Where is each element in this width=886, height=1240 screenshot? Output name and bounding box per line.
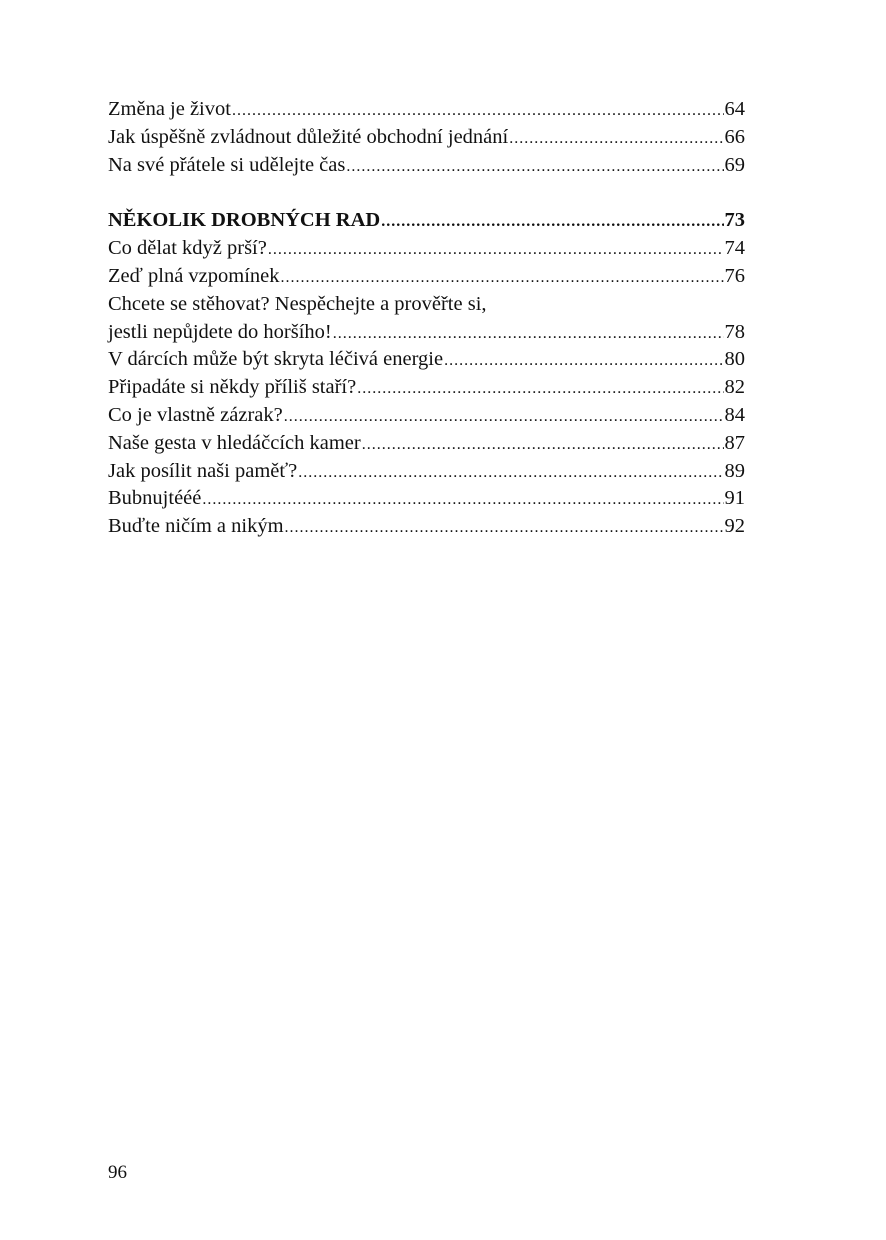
toc-entry-page: 89 [724, 459, 745, 482]
dot-leader [202, 486, 723, 514]
toc-entry [108, 124, 745, 152]
toc-entry-page: 84 [724, 403, 745, 426]
toc-section-page: 73 [724, 209, 745, 232]
dot-leader [298, 459, 723, 487]
toc-entry [108, 430, 745, 458]
toc-entry [108, 263, 745, 291]
toc-entry [108, 346, 745, 374]
dot-leader [381, 208, 723, 236]
toc-entry-page: 87 [724, 431, 745, 454]
toc-entry-title-first-line: Chcete se stěhovat? Nespěchejte a prověřte si, [108, 292, 487, 315]
dot-leader [509, 125, 723, 153]
toc-entry-page: 69 [724, 153, 745, 176]
toc-entry-title: Naše gesta v hledáčcích kamer [108, 431, 361, 454]
toc-entry [108, 96, 745, 124]
toc-entry-page: 76 [724, 264, 745, 287]
toc-entry [108, 152, 745, 180]
toc-entry-page: 74 [724, 237, 745, 260]
toc-entry [108, 402, 745, 430]
toc-entry-title: V dárcích může být skryta léčivá energie [108, 348, 444, 371]
toc-entry-page: 91 [724, 487, 745, 510]
section-gap [108, 179, 745, 207]
dot-leader [232, 97, 724, 125]
toc-entry [108, 319, 745, 347]
toc-entry [108, 485, 745, 513]
toc-entry-title: Buďte ničím a nikým [108, 515, 284, 538]
toc-entry-title: Bubnujtééé [108, 487, 202, 510]
toc-entry-page: 92 [724, 515, 745, 538]
dot-leader [281, 264, 724, 292]
toc-entry [108, 458, 745, 486]
toc-entry-title: Připadáte si někdy příliš staří? [108, 376, 357, 399]
dot-leader [268, 236, 724, 264]
toc-entry [108, 374, 745, 402]
toc-entry-page: 82 [724, 376, 745, 399]
toc-entry-title: Změna je život [108, 98, 231, 120]
toc-entry-page: 66 [724, 125, 745, 148]
toc-entry [108, 513, 745, 541]
dot-leader [362, 431, 724, 459]
toc-entry-title: Co dělat když prší? [108, 237, 267, 260]
toc-entry-page: 78 [724, 320, 745, 343]
dot-leader [444, 347, 723, 375]
toc-entry-title: Na své přátele si udělejte čas [108, 153, 346, 176]
toc-entry [108, 235, 745, 263]
dot-leader [284, 403, 724, 431]
toc-entry-title: Jak posílit naši paměť? [108, 459, 298, 482]
toc-section-heading [108, 207, 745, 235]
toc-entry-title: Jak úspěšně zvládnout důležité obchodní jednání [108, 125, 509, 148]
dot-leader [346, 153, 723, 181]
page-number: 96 [108, 1162, 127, 1183]
toc-section-title: NĚKOLIK DROBNÝCH RAD [108, 209, 381, 232]
toc-entry-title: jestli nepůjdete do horšího! [108, 320, 332, 343]
dot-leader [357, 375, 723, 403]
dot-leader [333, 320, 724, 348]
toc-entry-title: Co je vlastně zázrak? [108, 403, 283, 426]
toc-entry-title: Zeď plná vzpomínek [108, 264, 280, 287]
toc-entry-page: 80 [724, 348, 745, 371]
table-of-contents [108, 96, 745, 541]
dot-leader [285, 514, 724, 542]
toc-entry-page: 64 [724, 98, 745, 120]
